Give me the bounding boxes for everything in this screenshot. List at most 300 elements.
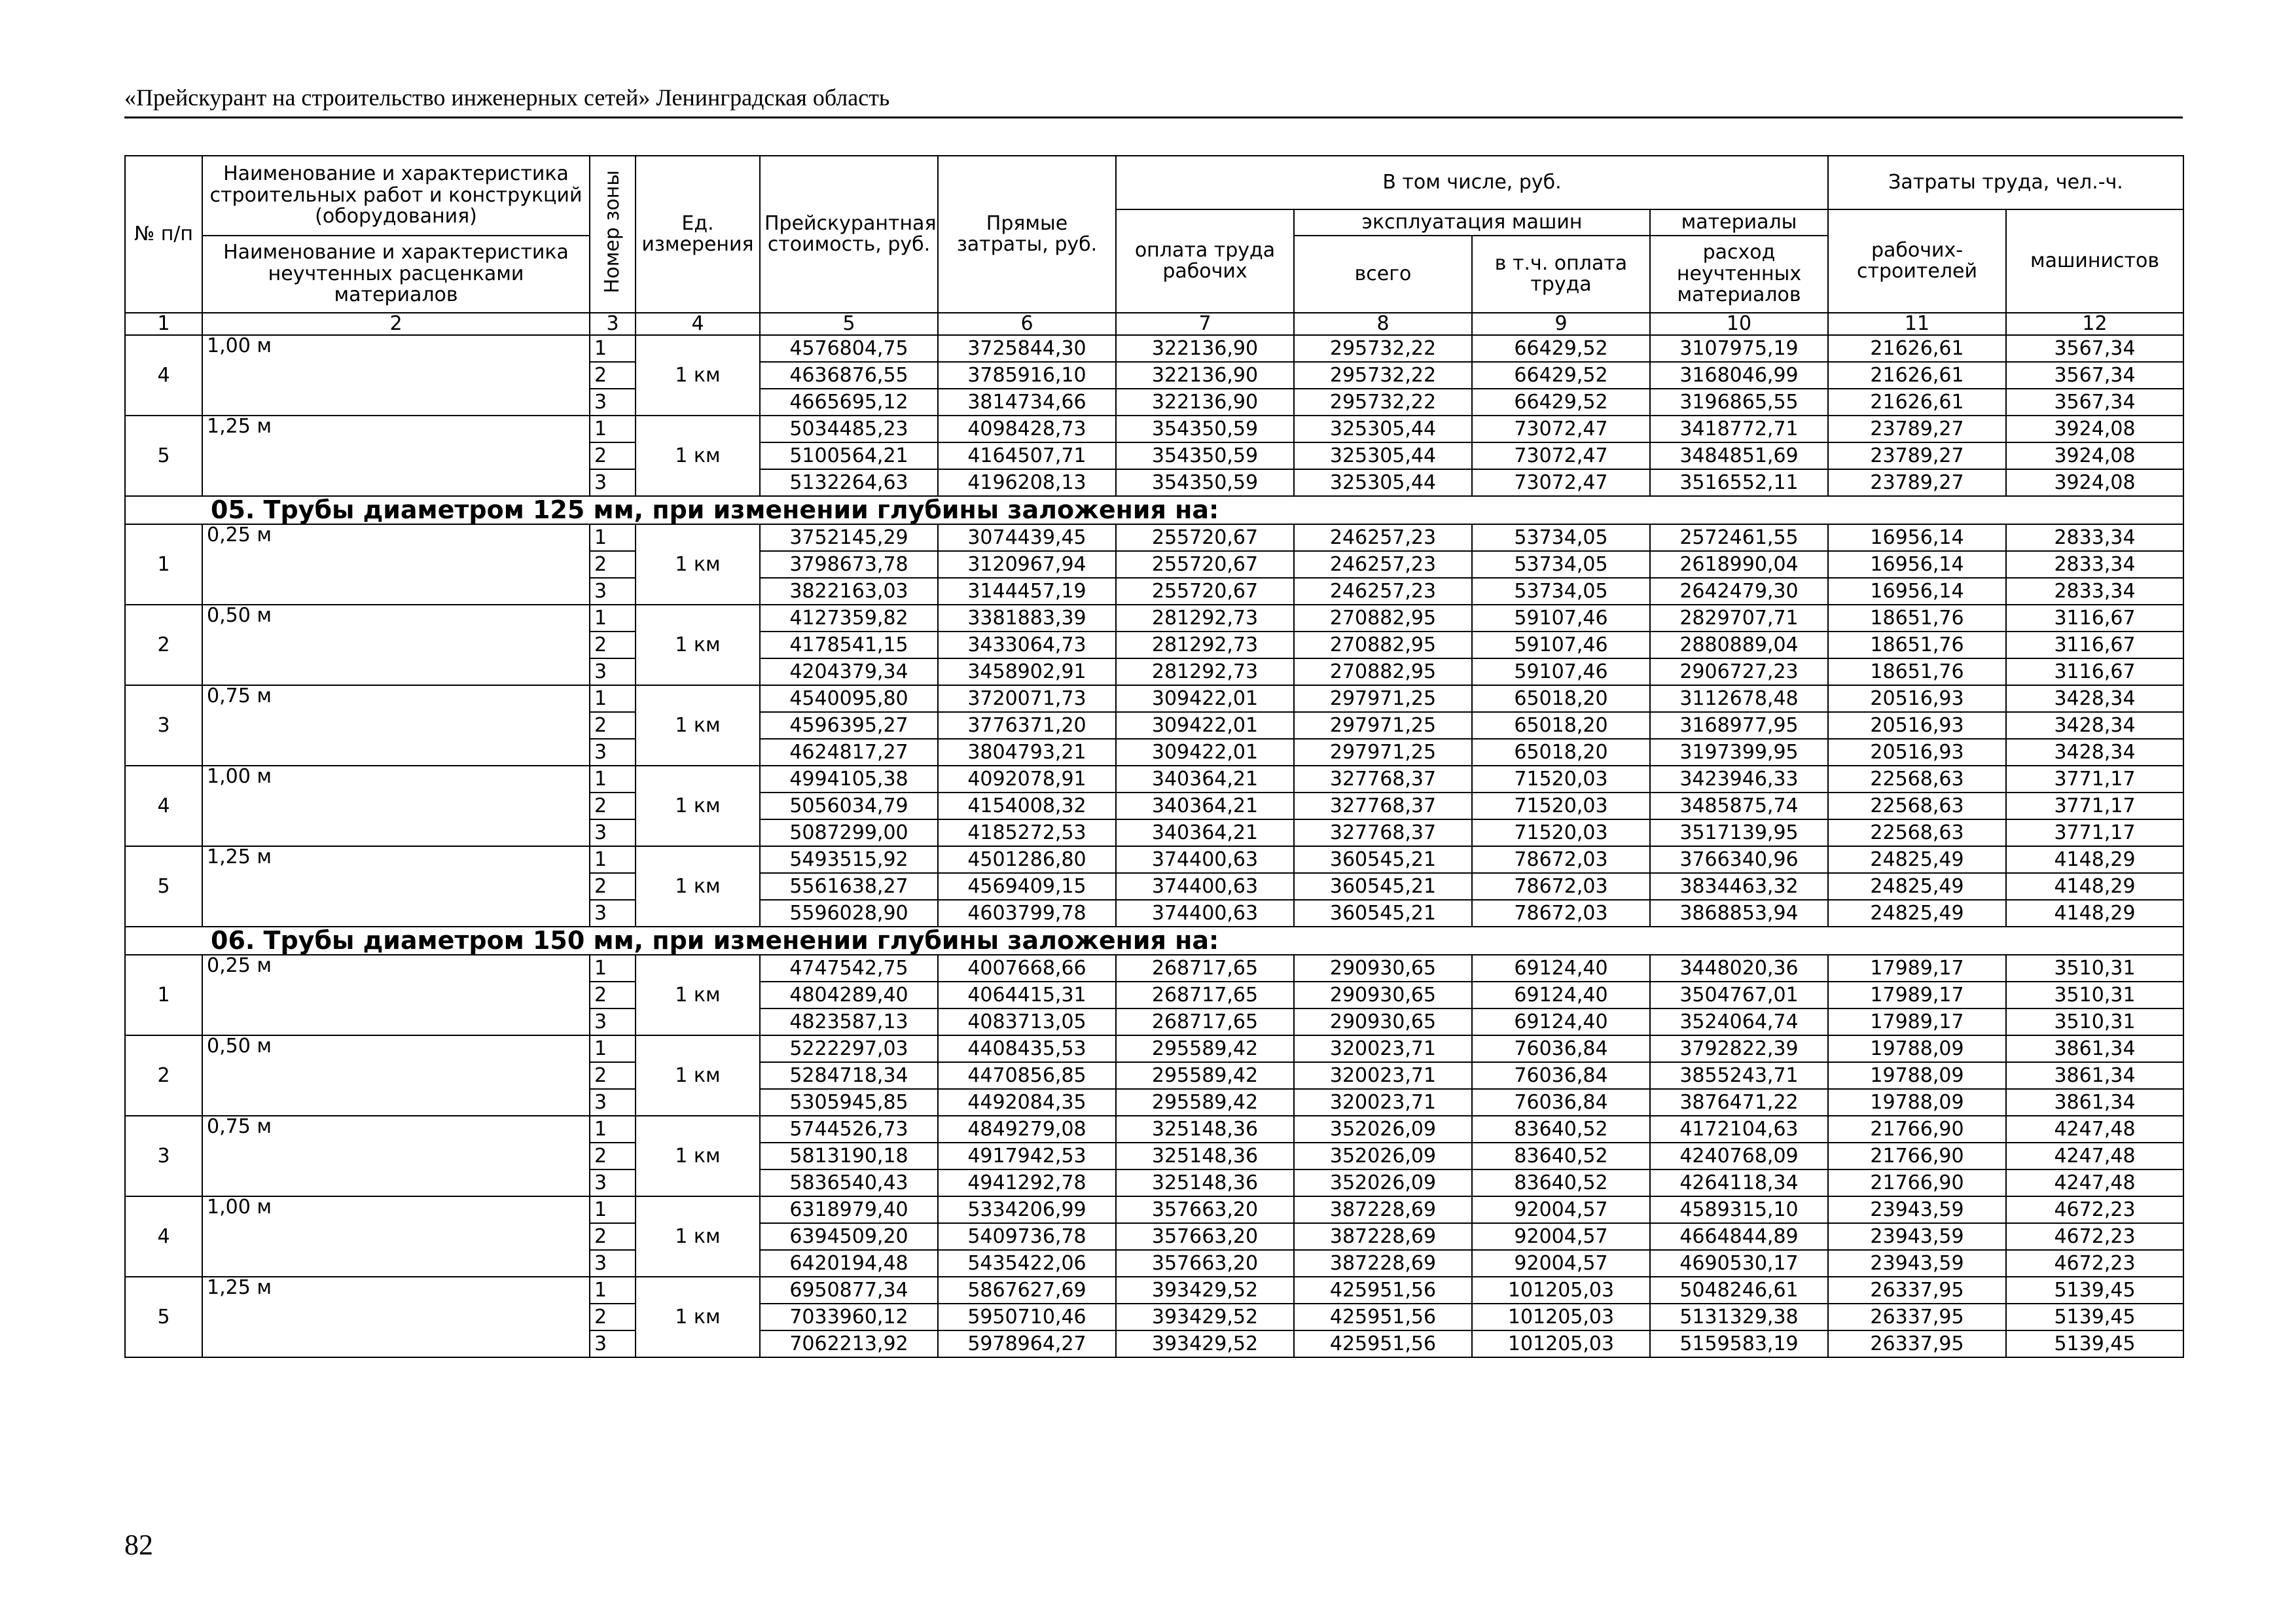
table-row bbox=[125, 1116, 2183, 1143]
direct-cell: 4092078,91 bbox=[938, 766, 1116, 793]
unit-cell: 1 км bbox=[636, 1196, 760, 1277]
item-name: 1,25 м bbox=[202, 846, 590, 927]
workers-cell: 19788,09 bbox=[1828, 1062, 2006, 1089]
labor-pay-cell: 268717,65 bbox=[1116, 955, 1294, 982]
machines-labor-cell: 69124,40 bbox=[1472, 955, 1650, 982]
direct-cell: 4470856,85 bbox=[938, 1062, 1116, 1089]
materials-cell: 4264118,34 bbox=[1650, 1169, 1828, 1196]
price-cell: 5087299,00 bbox=[760, 819, 938, 846]
price-cell: 4636876,55 bbox=[760, 362, 938, 389]
col-index: 10 bbox=[1650, 313, 1828, 335]
machines-total-cell: 297971,25 bbox=[1294, 712, 1472, 739]
price-cell: 4178541,15 bbox=[760, 632, 938, 658]
zone-cell: 1 bbox=[590, 335, 636, 362]
materials-cell: 4589315,10 bbox=[1650, 1196, 1828, 1223]
materials-cell: 3418772,71 bbox=[1650, 416, 1828, 442]
price-cell: 4127359,82 bbox=[760, 605, 938, 632]
direct-cell: 3120967,94 bbox=[938, 551, 1116, 578]
machines-labor-cell: 78672,03 bbox=[1472, 873, 1650, 900]
price-cell: 3822163,03 bbox=[760, 578, 938, 605]
machines-labor-cell: 83640,52 bbox=[1472, 1143, 1650, 1169]
item-number: 5 bbox=[125, 416, 202, 496]
price-cell: 7062213,92 bbox=[760, 1330, 938, 1357]
zone-cell: 3 bbox=[590, 1169, 636, 1196]
machines-total-cell: 320023,71 bbox=[1294, 1089, 1472, 1116]
materials-cell: 3855243,71 bbox=[1650, 1062, 1828, 1089]
machines-total-cell: 246257,23 bbox=[1294, 578, 1472, 605]
labor-pay-cell: 281292,73 bbox=[1116, 632, 1294, 658]
workers-cell: 20516,93 bbox=[1828, 712, 2006, 739]
machines-total-cell: 352026,09 bbox=[1294, 1143, 1472, 1169]
zone-cell: 3 bbox=[590, 578, 636, 605]
table-row bbox=[125, 955, 2183, 982]
machines-labor-cell: 101205,03 bbox=[1472, 1304, 1650, 1330]
zone-cell: 1 bbox=[590, 846, 636, 873]
price-cell: 5222297,03 bbox=[760, 1035, 938, 1062]
materials-cell: 2829707,71 bbox=[1650, 605, 1828, 632]
direct-cell: 4941292,78 bbox=[938, 1169, 1116, 1196]
materials-cell: 3423946,33 bbox=[1650, 766, 1828, 793]
zone-cell: 1 bbox=[590, 1277, 636, 1304]
header-unit: Ед. измерения bbox=[636, 156, 760, 313]
machines-labor-cell: 53734,05 bbox=[1472, 524, 1650, 551]
col-index: 11 bbox=[1828, 313, 2006, 335]
column-index-row bbox=[125, 313, 2183, 335]
direct-cell: 5409736,78 bbox=[938, 1223, 1116, 1250]
direct-cell: 3725844,30 bbox=[938, 335, 1116, 362]
price-cell: 5744526,73 bbox=[760, 1116, 938, 1143]
workers-cell: 23789,27 bbox=[1828, 416, 2006, 442]
table-row bbox=[125, 416, 2183, 442]
machines-total-cell: 387228,69 bbox=[1294, 1250, 1472, 1277]
machinists-cell: 3861,34 bbox=[2006, 1035, 2183, 1062]
zone-cell: 1 bbox=[590, 416, 636, 442]
unit-cell: 1 км bbox=[636, 1035, 760, 1116]
header-name-top: Наименование и характеристика строительных работ и конструкций (оборудования) bbox=[202, 156, 590, 236]
materials-cell: 5048246,61 bbox=[1650, 1277, 1828, 1304]
workers-cell: 16956,14 bbox=[1828, 524, 2006, 551]
item-number: 4 bbox=[125, 1196, 202, 1277]
zone-cell: 1 bbox=[590, 524, 636, 551]
item-name: 0,25 м bbox=[202, 955, 590, 1035]
materials-cell: 2572461,55 bbox=[1650, 524, 1828, 551]
item-number: 2 bbox=[125, 1035, 202, 1116]
price-cell: 5034485,23 bbox=[760, 416, 938, 442]
header-labor-pay: оплата труда рабочих bbox=[1116, 209, 1294, 313]
col-index: 5 bbox=[760, 313, 938, 335]
labor-pay-cell: 322136,90 bbox=[1116, 362, 1294, 389]
section-heading: 06. Трубы диаметром 150 мм, при изменении глубины заложения на: bbox=[125, 927, 2183, 955]
workers-cell: 26337,95 bbox=[1828, 1304, 2006, 1330]
machines-total-cell: 360545,21 bbox=[1294, 846, 1472, 873]
zone-cell: 2 bbox=[590, 1143, 636, 1169]
zone-cell: 2 bbox=[590, 362, 636, 389]
materials-cell: 4240768,09 bbox=[1650, 1143, 1828, 1169]
labor-pay-cell: 393429,52 bbox=[1116, 1304, 1294, 1330]
header-labor-costs: Затраты труда, чел.-ч. bbox=[1828, 156, 2183, 209]
machinists-cell: 3924,08 bbox=[2006, 416, 2183, 442]
materials-cell: 3524064,74 bbox=[1650, 1008, 1828, 1035]
zone-cell: 2 bbox=[590, 551, 636, 578]
item-number: 2 bbox=[125, 605, 202, 685]
zone-cell: 2 bbox=[590, 873, 636, 900]
labor-pay-cell: 357663,20 bbox=[1116, 1196, 1294, 1223]
table-row bbox=[125, 1035, 2183, 1062]
machines-total-cell: 325305,44 bbox=[1294, 469, 1472, 496]
labor-pay-cell: 322136,90 bbox=[1116, 389, 1294, 416]
direct-cell: 3776371,20 bbox=[938, 712, 1116, 739]
header-machines: эксплуатация машин bbox=[1294, 209, 1650, 236]
direct-cell: 3804793,21 bbox=[938, 739, 1116, 766]
direct-cell: 4917942,53 bbox=[938, 1143, 1116, 1169]
machinists-cell: 4148,29 bbox=[2006, 846, 2183, 873]
workers-cell: 18651,76 bbox=[1828, 632, 2006, 658]
item-name: 1,25 м bbox=[202, 416, 590, 496]
workers-cell: 22568,63 bbox=[1828, 819, 2006, 846]
direct-cell: 3458902,91 bbox=[938, 658, 1116, 685]
direct-cell: 5950710,46 bbox=[938, 1304, 1116, 1330]
machines-total-cell: 246257,23 bbox=[1294, 524, 1472, 551]
machines-total-cell: 295732,22 bbox=[1294, 362, 1472, 389]
direct-cell: 3144457,19 bbox=[938, 578, 1116, 605]
machinists-cell: 3924,08 bbox=[2006, 469, 2183, 496]
machines-labor-cell: 83640,52 bbox=[1472, 1169, 1650, 1196]
col-index: 12 bbox=[2006, 313, 2183, 335]
machinists-cell: 5139,45 bbox=[2006, 1330, 2183, 1357]
workers-cell: 20516,93 bbox=[1828, 739, 2006, 766]
direct-cell: 5435422,06 bbox=[938, 1250, 1116, 1277]
price-cell: 4204379,34 bbox=[760, 658, 938, 685]
zone-cell: 3 bbox=[590, 1008, 636, 1035]
machinists-cell: 3116,67 bbox=[2006, 605, 2183, 632]
price-cell: 5561638,27 bbox=[760, 873, 938, 900]
materials-cell: 4172104,63 bbox=[1650, 1116, 1828, 1143]
table-row bbox=[125, 524, 2183, 551]
machinists-cell: 3567,34 bbox=[2006, 389, 2183, 416]
machines-labor-cell: 69124,40 bbox=[1472, 982, 1650, 1008]
zone-cell: 3 bbox=[590, 819, 636, 846]
labor-pay-cell: 325148,36 bbox=[1116, 1143, 1294, 1169]
col-index: 1 bbox=[125, 313, 202, 335]
unit-cell: 1 км bbox=[636, 955, 760, 1035]
direct-cell: 4849279,08 bbox=[938, 1116, 1116, 1143]
labor-pay-cell: 295589,42 bbox=[1116, 1089, 1294, 1116]
workers-cell: 24825,49 bbox=[1828, 873, 2006, 900]
zone-cell: 1 bbox=[590, 605, 636, 632]
machines-total-cell: 327768,37 bbox=[1294, 793, 1472, 819]
machinists-cell: 5139,45 bbox=[2006, 1277, 2183, 1304]
unit-cell: 1 км bbox=[636, 1277, 760, 1357]
machines-total-cell: 327768,37 bbox=[1294, 819, 1472, 846]
zone-cell: 1 bbox=[590, 1116, 636, 1143]
labor-pay-cell: 340364,21 bbox=[1116, 819, 1294, 846]
machinists-cell: 2833,34 bbox=[2006, 524, 2183, 551]
workers-cell: 21766,90 bbox=[1828, 1169, 2006, 1196]
materials-cell: 3196865,55 bbox=[1650, 389, 1828, 416]
direct-cell: 3074439,45 bbox=[938, 524, 1116, 551]
machinists-cell: 4148,29 bbox=[2006, 873, 2183, 900]
direct-cell: 3814734,66 bbox=[938, 389, 1116, 416]
machines-total-cell: 327768,37 bbox=[1294, 766, 1472, 793]
item-number: 1 bbox=[125, 955, 202, 1035]
price-cell: 4994105,38 bbox=[760, 766, 938, 793]
price-cell: 4596395,27 bbox=[760, 712, 938, 739]
labor-pay-cell: 309422,01 bbox=[1116, 739, 1294, 766]
direct-cell: 4083713,05 bbox=[938, 1008, 1116, 1035]
item-name: 0,75 м bbox=[202, 685, 590, 766]
unit-cell: 1 км bbox=[636, 685, 760, 766]
direct-cell: 4007668,66 bbox=[938, 955, 1116, 982]
machinists-cell: 3428,34 bbox=[2006, 685, 2183, 712]
header-zone bbox=[590, 156, 636, 313]
price-cell: 4823587,13 bbox=[760, 1008, 938, 1035]
table-row bbox=[125, 766, 2183, 793]
workers-cell: 18651,76 bbox=[1828, 605, 2006, 632]
machinists-cell: 3861,34 bbox=[2006, 1062, 2183, 1089]
materials-cell: 3448020,36 bbox=[1650, 955, 1828, 982]
unit-cell: 1 км bbox=[636, 524, 760, 605]
header-machinists: машинистов bbox=[2006, 209, 2183, 313]
machinists-cell: 3428,34 bbox=[2006, 739, 2183, 766]
zone-cell: 1 bbox=[590, 955, 636, 982]
machines-labor-cell: 78672,03 bbox=[1472, 846, 1650, 873]
machines-labor-cell: 78672,03 bbox=[1472, 900, 1650, 927]
materials-cell: 3168046,99 bbox=[1650, 362, 1828, 389]
price-cell: 4624817,27 bbox=[760, 739, 938, 766]
labor-pay-cell: 255720,67 bbox=[1116, 524, 1294, 551]
workers-cell: 17989,17 bbox=[1828, 955, 2006, 982]
labor-pay-cell: 357663,20 bbox=[1116, 1223, 1294, 1250]
workers-cell: 24825,49 bbox=[1828, 900, 2006, 927]
machines-total-cell: 387228,69 bbox=[1294, 1196, 1472, 1223]
zone-cell: 3 bbox=[590, 1089, 636, 1116]
item-name: 0,75 м bbox=[202, 1116, 590, 1196]
machines-total-cell: 295732,22 bbox=[1294, 335, 1472, 362]
direct-cell: 4164507,71 bbox=[938, 442, 1116, 469]
labor-pay-cell: 295589,42 bbox=[1116, 1035, 1294, 1062]
item-name: 0,50 м bbox=[202, 605, 590, 685]
direct-cell: 4492084,35 bbox=[938, 1089, 1116, 1116]
workers-cell: 18651,76 bbox=[1828, 658, 2006, 685]
table-row bbox=[125, 335, 2183, 362]
workers-cell: 21626,61 bbox=[1828, 389, 2006, 416]
workers-cell: 22568,63 bbox=[1828, 793, 2006, 819]
zone-cell: 2 bbox=[590, 712, 636, 739]
zone-cell: 2 bbox=[590, 1062, 636, 1089]
materials-cell: 3792822,39 bbox=[1650, 1035, 1828, 1062]
direct-cell: 5867627,69 bbox=[938, 1277, 1116, 1304]
machinists-cell: 3861,34 bbox=[2006, 1089, 2183, 1116]
header-materials: материалы bbox=[1650, 209, 1828, 236]
zone-cell: 1 bbox=[590, 1196, 636, 1223]
materials-cell: 2642479,30 bbox=[1650, 578, 1828, 605]
direct-cell: 3720071,73 bbox=[938, 685, 1116, 712]
machines-total-cell: 297971,25 bbox=[1294, 685, 1472, 712]
labor-pay-cell: 255720,67 bbox=[1116, 578, 1294, 605]
header-zone-label: Номер зоны bbox=[600, 170, 624, 294]
workers-cell: 23943,59 bbox=[1828, 1196, 2006, 1223]
price-cell: 6394509,20 bbox=[760, 1223, 938, 1250]
zone-cell: 3 bbox=[590, 739, 636, 766]
machines-labor-cell: 71520,03 bbox=[1472, 766, 1650, 793]
machinists-cell: 4672,23 bbox=[2006, 1223, 2183, 1250]
zone-cell: 3 bbox=[590, 658, 636, 685]
labor-pay-cell: 268717,65 bbox=[1116, 982, 1294, 1008]
col-index: 9 bbox=[1472, 313, 1650, 335]
price-cell: 6950877,34 bbox=[760, 1277, 938, 1304]
machinists-cell: 3428,34 bbox=[2006, 712, 2183, 739]
machines-total-cell: 425951,56 bbox=[1294, 1330, 1472, 1357]
machines-total-cell: 290930,65 bbox=[1294, 1008, 1472, 1035]
workers-cell: 16956,14 bbox=[1828, 551, 2006, 578]
zone-cell: 1 bbox=[590, 1035, 636, 1062]
direct-cell: 5334206,99 bbox=[938, 1196, 1116, 1223]
workers-cell: 26337,95 bbox=[1828, 1277, 2006, 1304]
direct-cell: 4603799,78 bbox=[938, 900, 1116, 927]
machines-labor-cell: 76036,84 bbox=[1472, 1062, 1650, 1089]
machines-labor-cell: 92004,57 bbox=[1472, 1196, 1650, 1223]
header-direct: Прямые затраты, руб. bbox=[938, 156, 1116, 313]
machinists-cell: 3116,67 bbox=[2006, 658, 2183, 685]
labor-pay-cell: 322136,90 bbox=[1116, 335, 1294, 362]
header-num: № п/п bbox=[125, 156, 202, 313]
item-name: 1,00 м bbox=[202, 335, 590, 416]
unit-cell: 1 км bbox=[636, 1116, 760, 1196]
price-cell: 6420194,48 bbox=[760, 1250, 938, 1277]
machines-total-cell: 387228,69 bbox=[1294, 1223, 1472, 1250]
machinists-cell: 2833,34 bbox=[2006, 578, 2183, 605]
labor-pay-cell: 281292,73 bbox=[1116, 605, 1294, 632]
machines-labor-cell: 76036,84 bbox=[1472, 1089, 1650, 1116]
workers-cell: 20516,93 bbox=[1828, 685, 2006, 712]
labor-pay-cell: 268717,65 bbox=[1116, 1008, 1294, 1035]
page-number: 82 bbox=[124, 1529, 153, 1561]
table-row bbox=[125, 685, 2183, 712]
unit-cell: 1 км bbox=[636, 335, 760, 416]
machines-labor-cell: 66429,52 bbox=[1472, 362, 1650, 389]
machines-total-cell: 352026,09 bbox=[1294, 1116, 1472, 1143]
workers-cell: 21626,61 bbox=[1828, 335, 2006, 362]
labor-pay-cell: 309422,01 bbox=[1116, 712, 1294, 739]
machines-total-cell: 297971,25 bbox=[1294, 739, 1472, 766]
workers-cell: 21626,61 bbox=[1828, 362, 2006, 389]
machinists-cell: 3771,17 bbox=[2006, 766, 2183, 793]
machines-labor-cell: 59107,46 bbox=[1472, 632, 1650, 658]
machines-labor-cell: 101205,03 bbox=[1472, 1277, 1650, 1304]
zone-cell: 3 bbox=[590, 1330, 636, 1357]
direct-cell: 4064415,31 bbox=[938, 982, 1116, 1008]
direct-cell: 4408435,53 bbox=[938, 1035, 1116, 1062]
machinists-cell: 4148,29 bbox=[2006, 900, 2183, 927]
machinists-cell: 3116,67 bbox=[2006, 632, 2183, 658]
price-cell: 5813190,18 bbox=[760, 1143, 938, 1169]
machines-labor-cell: 76036,84 bbox=[1472, 1035, 1650, 1062]
price-cell: 4804289,40 bbox=[760, 982, 938, 1008]
header-machines-labor: в т.ч. оплата труда bbox=[1472, 236, 1650, 313]
machines-labor-cell: 69124,40 bbox=[1472, 1008, 1650, 1035]
labor-pay-cell: 357663,20 bbox=[1116, 1250, 1294, 1277]
item-number: 3 bbox=[125, 1116, 202, 1196]
item-number: 5 bbox=[125, 846, 202, 927]
machines-total-cell: 290930,65 bbox=[1294, 955, 1472, 982]
machines-labor-cell: 71520,03 bbox=[1472, 793, 1650, 819]
zone-cell: 2 bbox=[590, 1304, 636, 1330]
machines-total-cell: 246257,23 bbox=[1294, 551, 1472, 578]
price-cell: 6318979,40 bbox=[760, 1196, 938, 1223]
price-cell: 4540095,80 bbox=[760, 685, 938, 712]
materials-cell: 5159583,19 bbox=[1650, 1330, 1828, 1357]
price-cell: 3752145,29 bbox=[760, 524, 938, 551]
col-index: 3 bbox=[590, 313, 636, 335]
unit-cell: 1 км bbox=[636, 605, 760, 685]
price-table bbox=[124, 155, 2184, 1358]
machines-total-cell: 295732,22 bbox=[1294, 389, 1472, 416]
labor-pay-cell: 309422,01 bbox=[1116, 685, 1294, 712]
machines-labor-cell: 101205,03 bbox=[1472, 1330, 1650, 1357]
price-cell: 5100564,21 bbox=[760, 442, 938, 469]
machinists-cell: 4672,23 bbox=[2006, 1250, 2183, 1277]
table-row bbox=[125, 605, 2183, 632]
zone-cell: 2 bbox=[590, 1223, 636, 1250]
machines-labor-cell: 65018,20 bbox=[1472, 712, 1650, 739]
machines-total-cell: 425951,56 bbox=[1294, 1304, 1472, 1330]
machines-labor-cell: 53734,05 bbox=[1472, 551, 1650, 578]
header-rule bbox=[124, 116, 2183, 118]
machinists-cell: 3510,31 bbox=[2006, 955, 2183, 982]
price-cell: 4665695,12 bbox=[760, 389, 938, 416]
item-number: 3 bbox=[125, 685, 202, 766]
direct-cell: 4185272,53 bbox=[938, 819, 1116, 846]
table-row bbox=[125, 846, 2183, 873]
machines-labor-cell: 83640,52 bbox=[1472, 1116, 1650, 1143]
workers-cell: 21766,90 bbox=[1828, 1143, 2006, 1169]
machinists-cell: 3771,17 bbox=[2006, 793, 2183, 819]
price-cell: 5493515,92 bbox=[760, 846, 938, 873]
labor-pay-cell: 374400,63 bbox=[1116, 846, 1294, 873]
header-incl: В том числе, руб. bbox=[1116, 156, 1828, 209]
direct-cell: 4196208,13 bbox=[938, 469, 1116, 496]
materials-cell: 2618990,04 bbox=[1650, 551, 1828, 578]
price-cell: 5836540,43 bbox=[760, 1169, 938, 1196]
labor-pay-cell: 393429,52 bbox=[1116, 1277, 1294, 1304]
workers-cell: 19788,09 bbox=[1828, 1089, 2006, 1116]
machines-total-cell: 290930,65 bbox=[1294, 982, 1472, 1008]
workers-cell: 19788,09 bbox=[1828, 1035, 2006, 1062]
machines-labor-cell: 59107,46 bbox=[1472, 605, 1650, 632]
machinists-cell: 3567,34 bbox=[2006, 362, 2183, 389]
col-index: 4 bbox=[636, 313, 760, 335]
unit-cell: 1 км bbox=[636, 766, 760, 846]
machinists-cell: 4247,48 bbox=[2006, 1169, 2183, 1196]
table-body bbox=[125, 335, 2183, 1357]
direct-cell: 3433064,73 bbox=[938, 632, 1116, 658]
machinists-cell: 3924,08 bbox=[2006, 442, 2183, 469]
machines-labor-cell: 53734,05 bbox=[1472, 578, 1650, 605]
labor-pay-cell: 340364,21 bbox=[1116, 766, 1294, 793]
zone-cell: 3 bbox=[590, 1250, 636, 1277]
machines-total-cell: 320023,71 bbox=[1294, 1035, 1472, 1062]
zone-cell: 1 bbox=[590, 685, 636, 712]
unit-cell: 1 км bbox=[636, 416, 760, 496]
machines-labor-cell: 65018,20 bbox=[1472, 739, 1650, 766]
machines-labor-cell: 65018,20 bbox=[1472, 685, 1650, 712]
item-number: 4 bbox=[125, 335, 202, 416]
direct-cell: 3381883,39 bbox=[938, 605, 1116, 632]
machines-total-cell: 270882,95 bbox=[1294, 658, 1472, 685]
machines-total-cell: 425951,56 bbox=[1294, 1277, 1472, 1304]
materials-cell: 3766340,96 bbox=[1650, 846, 1828, 873]
workers-cell: 23943,59 bbox=[1828, 1250, 2006, 1277]
